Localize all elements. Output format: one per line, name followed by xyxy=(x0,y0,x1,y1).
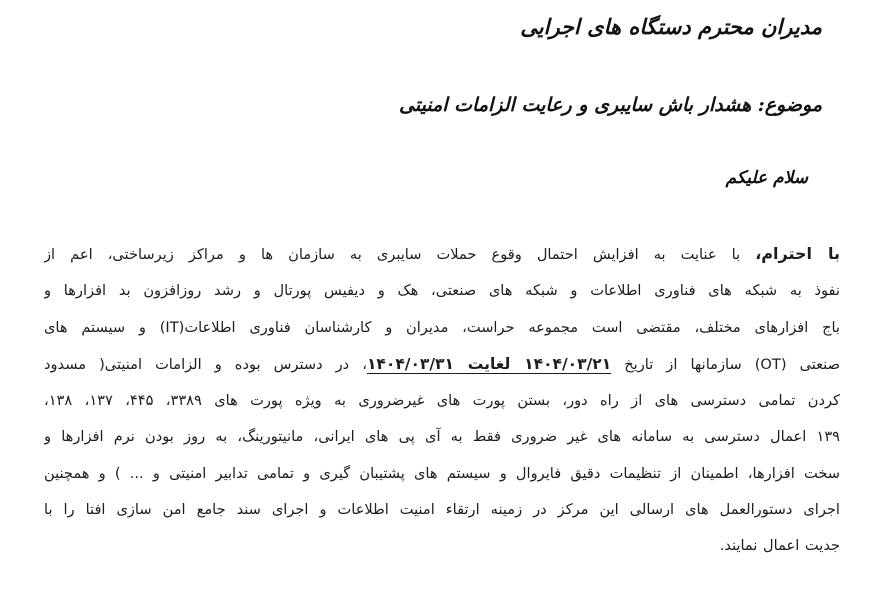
body-line-2: نفوذ به شبکه های فناوری اطلاعات و شبکه های صنعتی، هک و دیفیس پورتال و رشد روزافزون بد افزارها و xyxy=(44,282,840,300)
body-line-5: کردن تمامی دسترسی های از راه دور، بستن پورت های غیرضروری به ویژه پورت های ۳۳۸۹، ۴۴۵، ۱۳۷، ۱۳۸، xyxy=(44,392,840,410)
salutation-lead: با احترام، xyxy=(755,244,840,263)
body-line-3: باج افزارهای مختلف، مقتضی است مجموعه حراست، مدیران و کارشناسان فناوری اطلاعات(IT) و سیستم های xyxy=(44,318,840,336)
body-line-1-text: با عنایت به افزایش احتمال وقوع حملات سایبری به سازمان ها و مراکز زیرساختی، اعم از xyxy=(44,246,756,263)
body-line-4-after: ، در دسترس بوده و الزامات امنیتی( مسدود xyxy=(44,355,367,373)
letter-addressee: مدیران محترم دستگاه های اجرایی xyxy=(520,14,822,39)
letter-body xyxy=(44,236,840,565)
body-line-9: جدیت اعمال نمایند. xyxy=(719,537,840,555)
body-line-4 xyxy=(44,346,840,383)
body-line-6: ۱۳۹ اعمال دسترسی به سامانه های غیر ضروری فقط به آی پی های ایرانی، مانیتورینگ، به روز بودن نرم افزارها و xyxy=(44,428,840,446)
body-line-1 xyxy=(44,236,840,273)
date-range: ۱۴۰۴/۰۳/۲۱ لغایت ۱۴۰۴/۰۳/۳۱ xyxy=(366,354,612,373)
letter-subject: موضوع: هشدار باش سایبری و رعایت الزامات امنیتی xyxy=(399,94,822,116)
body-line-8: اجرای دستورالعمل های ارسالی این مرکز در زمینه ارتقاء امنیت اطلاعات و اجرای سند جامع امن سازی افتا را با xyxy=(44,501,840,519)
body-line-4-before: صنعتی (OT) سازمانها از تاریخ xyxy=(611,355,840,373)
body-line-7: سخت افزارها، اطمینان از تنظیمات دقیق فایروال و سیستم های پشتیبان گیری و تمامی تدابیر امنیتی و ... ) و همچنین xyxy=(44,464,840,482)
letter-greeting: سلام علیکم xyxy=(725,168,808,188)
